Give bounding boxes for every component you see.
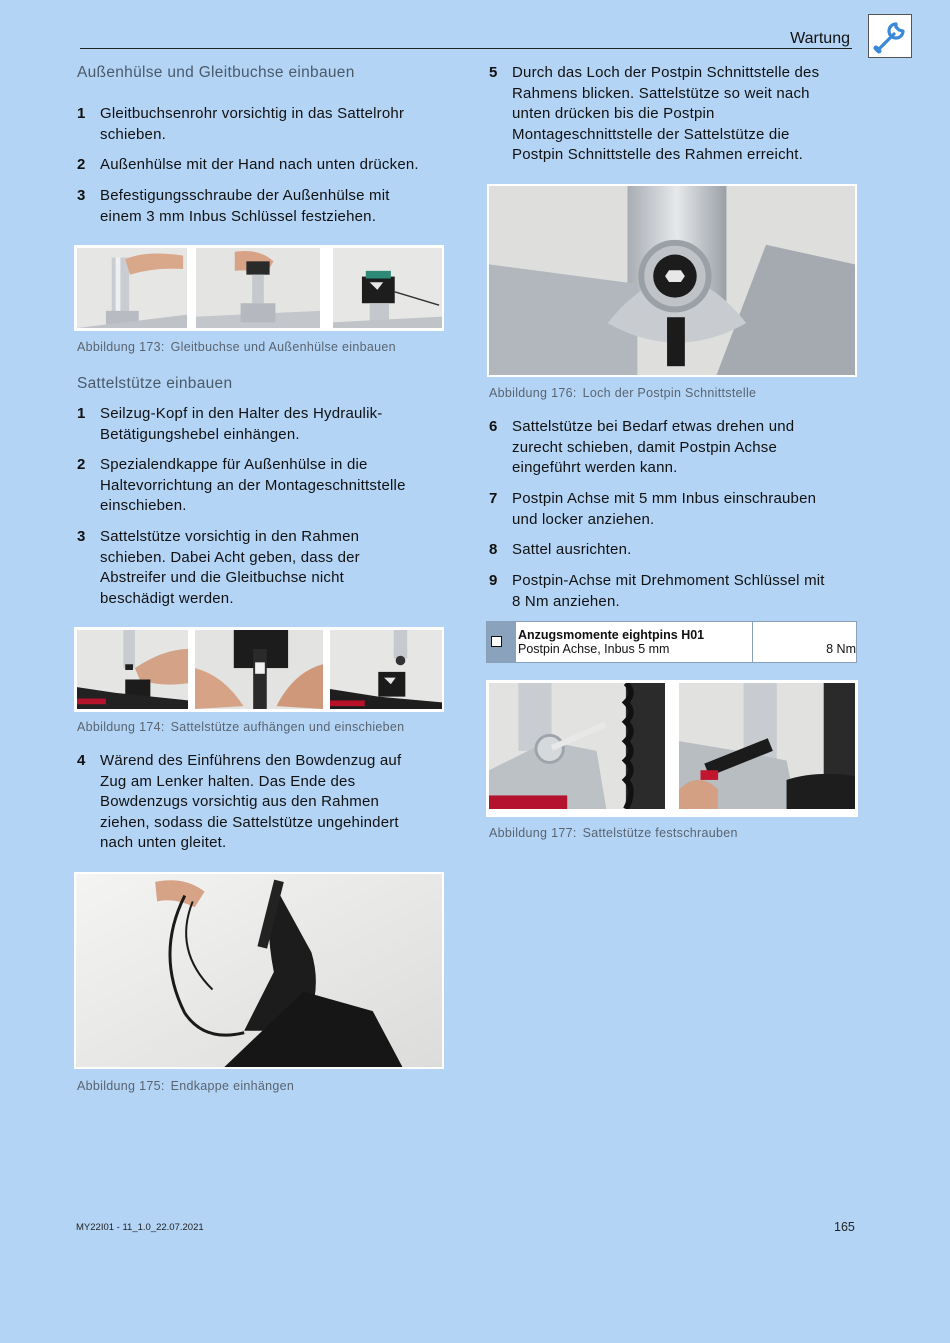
step-1-seatpost <box>77 404 449 445</box>
step-number: 3 <box>77 528 86 545</box>
figure-label: Abbildung 173: <box>77 340 165 354</box>
step-text: Sattelstütze vorsichtig in den Rahmen <box>100 528 360 545</box>
step-2-sleeve <box>77 155 449 176</box>
figure-text: Loch der Postpin Schnittstelle <box>582 386 757 400</box>
figure-label: Abbildung 175: <box>77 1079 165 1093</box>
figure-text: Sattelstütze festschrauben <box>582 826 738 840</box>
step-number: 8 <box>489 541 498 558</box>
step-text: Betätigungshebel einhängen. <box>100 425 300 443</box>
header-rule <box>80 48 852 49</box>
torque-item: Postpin Achse, Inbus 5 mm <box>518 642 670 656</box>
torque-value: 8 Nm <box>826 642 856 656</box>
photo-handlebar-cable <box>74 872 444 1069</box>
figure-176-caption <box>489 386 756 400</box>
figure-text: Sattelstütze aufhängen und einschieben <box>170 720 405 734</box>
photo-push-sleeve <box>194 246 322 330</box>
step-number: 5 <box>489 64 498 81</box>
step-text: ziehen, sodass die Sattelstütze ungehindert <box>100 813 399 831</box>
step-number: 9 <box>489 572 498 589</box>
step-4-seatpost <box>77 751 449 854</box>
step-text: unten drücken bis die Postpin <box>512 105 715 123</box>
step-2-seatpost <box>77 455 449 517</box>
step-text: Spezialendkappe für Außenhülse in die <box>100 456 368 473</box>
photo-insert-tube <box>75 246 189 330</box>
figure-173-caption <box>77 340 396 354</box>
step-text: schieben. <box>100 125 167 143</box>
step-number: 1 <box>77 105 86 122</box>
step-number: 2 <box>77 156 86 173</box>
step-text: Außenhülse mit der Hand nach unten drücken. <box>100 156 419 173</box>
section-heading-sleeve: Außenhülse und Gleitbuchse einbauen <box>77 64 355 81</box>
figure-text: Endkappe einhängen <box>170 1079 295 1093</box>
photo-postpin-hole <box>487 184 857 377</box>
step-text: Wärend des Einführens den Bowdenzug auf <box>100 752 402 769</box>
step-text: Haltevorrichtung an der Montageschnittstelle <box>100 476 406 494</box>
torque-table <box>486 621 857 663</box>
step-text: Seilzug-Kopf in den Halter des Hydraulik- <box>100 405 383 422</box>
step-text: Befestigungsschraube der Außenhülse mit <box>100 187 390 204</box>
step-text: nach unten gleitet. <box>100 834 227 852</box>
step-3-sleeve <box>77 186 449 227</box>
step-text: 8 Nm anziehen. <box>512 592 620 610</box>
step-text: einem 3 mm Inbus Schlüssel festziehen. <box>100 207 377 225</box>
step-8 <box>489 540 861 561</box>
section-heading-seatpost: Sattelstütze einbauen <box>77 375 233 392</box>
figure-175-caption <box>77 1079 294 1093</box>
checkbox-icon <box>491 636 502 647</box>
torque-divider <box>752 622 753 662</box>
figure-174-caption <box>77 720 404 734</box>
step-number: 3 <box>77 187 86 204</box>
figure-label: Abbildung 174: <box>77 720 165 734</box>
step-text: Rahmens blicken. Sattelstütze so weit nach <box>512 84 810 102</box>
step-text: Zug am Lenker halten. Das Ende des <box>100 772 356 790</box>
photo-tighten-screw <box>331 246 444 330</box>
step-number: 1 <box>77 405 86 422</box>
step-number: 6 <box>489 418 498 435</box>
photo-hang-cable <box>75 628 190 711</box>
photo-end-cap <box>193 628 325 711</box>
step-6 <box>489 417 861 479</box>
torque-title: Anzugsmomente eightpins H01 <box>518 628 705 642</box>
step-text: zurecht schieben, damit Postpin Achse <box>512 438 778 456</box>
figure-177-caption <box>489 826 738 840</box>
photo-screw-postpin <box>487 681 667 811</box>
wrench-icon <box>869 15 911 57</box>
step-text: und locker anziehen. <box>512 510 655 528</box>
chapter-title: Wartung <box>790 30 850 47</box>
photo-insert-seatpost <box>328 628 444 711</box>
step-text: Montageschnittstelle der Sattelstütze die <box>512 125 790 143</box>
step-number: 2 <box>77 456 86 473</box>
step-number: 7 <box>489 490 498 507</box>
step-text: Abstreifer und die Gleitbuchse nicht <box>100 569 344 587</box>
step-7 <box>489 489 861 530</box>
photo-torque-wrench <box>677 681 857 811</box>
figure-text: Gleitbuchse und Außenhülse einbauen <box>170 340 396 354</box>
step-text: Gleitbuchsenrohr vorsichtig in das Sattelrohr <box>100 105 405 122</box>
document-id: MY22I01 - 11_1.0_22.07.2021 <box>76 1222 204 1233</box>
page-number: 165 <box>834 1220 855 1234</box>
step-3-seatpost <box>77 527 449 609</box>
step-5 <box>489 63 861 166</box>
step-text: Bowdenzugs vorsichtig aus den Rahmen <box>100 793 380 811</box>
step-text: Postpin Schnittstelle des Rahmen erreicht. <box>512 146 804 164</box>
step-text: schieben. Dabei Acht geben, dass der <box>100 548 360 566</box>
step-text: Sattelstütze bei Bedarf etwas drehen und <box>512 418 795 435</box>
figure-label: Abbildung 176: <box>489 386 577 400</box>
step-1-sleeve <box>77 104 449 145</box>
step-text: einschieben. <box>100 497 187 515</box>
step-text: Durch das Loch der Postpin Schnittstelle des <box>512 64 820 81</box>
step-text: eingeführt werden kann. <box>512 459 678 477</box>
step-text: Postpin Achse mit 5 mm Inbus einschrauben <box>512 490 817 507</box>
step-text: Postpin-Achse mit Drehmoment Schlüssel mit <box>512 572 825 589</box>
step-text: beschädigt werden. <box>100 589 234 607</box>
step-9 <box>489 571 861 612</box>
torque-icon-cell <box>487 622 516 662</box>
step-text: Sattel ausrichten. <box>512 541 632 558</box>
chapter-icon-box <box>868 14 912 58</box>
figure-label: Abbildung 177: <box>489 826 577 840</box>
step-number: 4 <box>77 752 86 769</box>
